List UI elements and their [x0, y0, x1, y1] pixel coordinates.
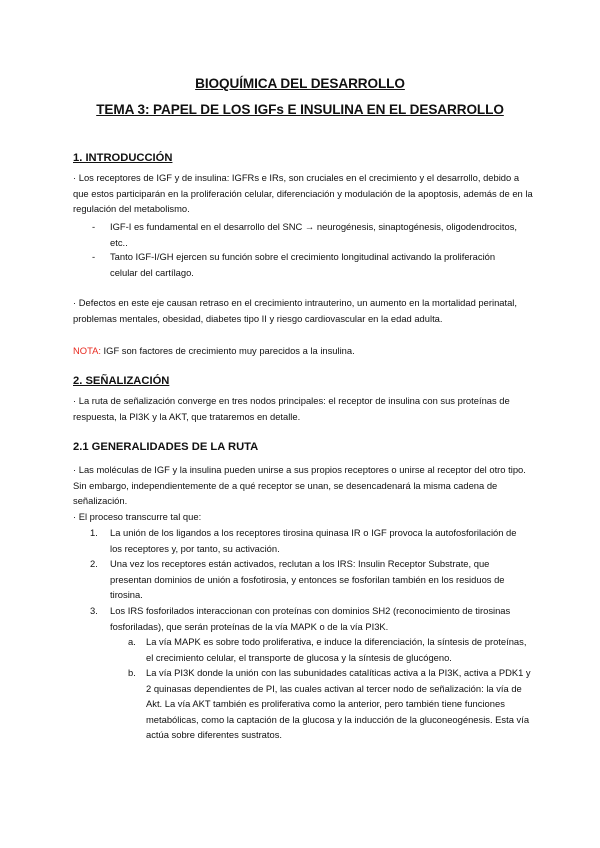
- bullet-item: Tanto IGF-I/GH ejercen su función sobre el crecimiento longitudinal activando la proliferación celular del cartílago.: [110, 251, 496, 278]
- sublist-letter: a.: [128, 636, 136, 647]
- paragraph: · La ruta de señalización converge en tres nodos principales: el receptor de insulina con sus proteínas de respuesta, la PI3K y la AKT, que trataremos en detalle.: [73, 395, 510, 422]
- sublist-item: La vía MAPK es sobre todo proliferativa, e induce la diferenciación, la síntesis de proteínas, el crecimiento celular, el transporte de glucosa y la síntesis de glucógeno.: [146, 636, 527, 663]
- section-heading-senalizacion: 2. SEÑALIZACIÓN: [73, 375, 170, 387]
- paragraph: · Las moléculas de IGF y la insulina pueden unirse a sus propios receptores o unirse al receptor del otro tipo. Sin embargo, independientemente de a qué receptor se unan, se desencadenará la misma cadena de señalización.: [73, 464, 526, 506]
- list-number: 3.: [90, 605, 98, 616]
- list-number: 2.: [90, 558, 98, 569]
- sublist-item: La vía PI3K donde la unión con las subunidades catalíticas activa a la PI3K, activa a PDK1 y 2 quinasas dependientes de PI, las cuales activan al tercer nodo de señalización: la vía de Akt. La vía AKT también es proliferativa como la anterior, pero también tiene funciones metabólicas, como la captación de la glucosa y la inducción de la gluconeogénesis. Esta vía actúa sobre diferentes sustratos.: [146, 667, 531, 740]
- section-heading-introduccion: 1. INTRODUCCIÓN: [73, 152, 173, 164]
- bullet-marker: -: [92, 251, 96, 262]
- paragraph: · El proceso transcurre tal que:: [73, 511, 202, 522]
- paragraph: · Los receptores de IGF y de insulina: IGFRs e IRs, son cruciales en el crecimiento y el desarrollo, debido a que estos participarán en la proliferación celular, diferenciación y modulación de la apoptosis, además de en la regulación del metabolismo.: [73, 172, 533, 214]
- list-item: Una vez los receptores están activados, reclutan a los IRS: Insulin Receptor Substrate, que presentan dominios de unión a fosfotirosia, y entonces se fosforilan también en los residuos de tirosina.: [110, 558, 505, 600]
- note-text: IGF son factores de crecimiento muy parecidos a la insulina.: [100, 345, 355, 356]
- bullet-marker: -: [92, 221, 96, 232]
- document-title-subject: BIOQUÍMICA DEL DESARROLLO: [195, 76, 405, 91]
- sublist-letter: b.: [128, 667, 136, 678]
- list-number: 1.: [90, 527, 98, 538]
- note-line: [73, 343, 533, 359]
- paragraph: · Defectos en este eje causan retraso en el crecimiento intrauterino, un aumento en la mortalidad perinatal, problemas mentales, obesidad, diabetes tipo II y riesgo cardiovascular en la edad adulta.: [73, 297, 517, 324]
- list-item: Los IRS fosforilados interaccionan con proteínas con dominios SH2 (reconocimiento de tirosinas fosforiladas), que serán proteínas de la vía MAPK o de la vía PI3K.: [110, 605, 511, 632]
- list-item: La unión de los ligandos a los receptores tirosina quinasa IR o IGF provoca la autofosforilación de los receptores y, por tanto, su activación.: [110, 527, 517, 554]
- bullet-item: IGF-I es fundamental en el desarrollo del SNC → neurogénesis, sinaptogénesis, oligodendrocitos, etc..: [110, 221, 517, 248]
- section-heading-generalidades: 2.1 GENERALIDADES DE LA RUTA: [73, 441, 259, 453]
- document-title-topic: TEMA 3: PAPEL DE LOS IGFs E INSULINA EN EL DESARROLLO: [96, 102, 504, 117]
- note-label: NOTA:: [73, 345, 101, 356]
